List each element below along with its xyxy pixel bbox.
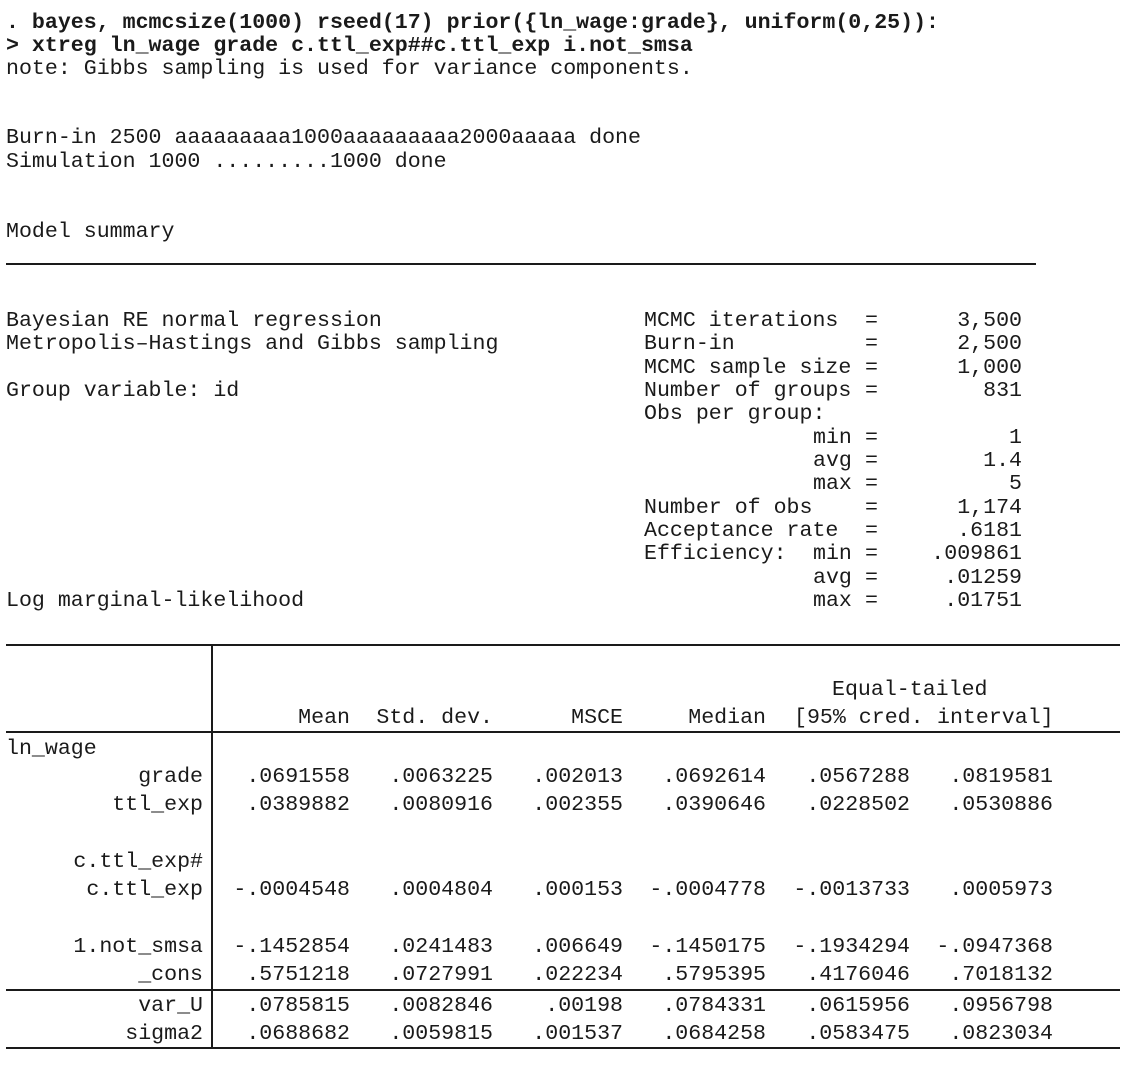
stat-label: Number of obs [644,496,813,520]
cell-median: .0684258 [662,1022,766,1046]
cell-ci-upper: -.0947368 [936,935,1053,959]
model-name: Bayesian RE normal regression [6,309,382,333]
cell-ci-upper: .7018132 [949,963,1053,987]
stat-value: .01751 [944,589,1022,613]
interaction-label: c.ttl_exp# [73,850,203,874]
sampler-name: Metropolis–Hastings and Gibbs sampling [6,332,499,356]
stat-label: Obs per group: [644,402,826,426]
stat-value: 831 [983,379,1022,403]
simulation-progress: Simulation 1000 .........1000 done [6,150,447,174]
stat-eq: = [865,496,878,520]
cell-ci-lower: -.1934294 [793,935,910,959]
cell-ci-upper: .0819581 [949,765,1053,789]
cell-stddev: .0063225 [389,765,493,789]
stat-label: Acceptance rate [644,519,839,543]
stat-value: 1.4 [983,449,1022,473]
stat-eq: = [865,332,878,356]
cell-median: -.0004778 [649,878,766,902]
cell-stddev: .0059815 [389,1022,493,1046]
stat-eq: = [865,379,878,403]
row-label: 1.not_smsa [73,935,203,959]
stat-value: .01259 [944,566,1022,590]
cell-stddev: .0727991 [389,963,493,987]
table-variance-rule [6,989,1120,991]
summary-divider [6,263,1036,265]
cell-stddev: .0080916 [389,793,493,817]
stat-value: .009861 [931,542,1022,566]
cell-mean: .0688682 [246,1022,350,1046]
cell-ci-lower: .0228502 [806,793,910,817]
cell-ci-lower: .0567288 [806,765,910,789]
equal-tailed-header: Equal-tailed [832,678,988,702]
stat-eq: = [865,542,878,566]
stat-eq: = [865,309,878,333]
stat-value: 1 [1009,426,1022,450]
cell-median: -.1450175 [649,935,766,959]
stat-label: Burn-in [644,332,735,356]
stat-label: max [813,472,852,496]
stat-label: avg [813,449,852,473]
cell-ci-lower: .4176046 [806,963,910,987]
stat-eq: = [865,356,878,380]
stat-value: 1,174 [957,496,1022,520]
model-summary-title: Model summary [6,220,175,244]
row-label: var_U [138,994,203,1018]
cell-msce: .000153 [532,878,623,902]
cell-msce: .022234 [532,963,623,987]
cell-msce: .00198 [545,994,623,1018]
row-label: sigma2 [125,1022,203,1046]
command-line-2: > xtreg ln_wage grade c.ttl_exp##c.ttl_exp i.not_smsa [6,34,693,58]
col-header-median: Median [688,706,766,730]
cell-mean: .5751218 [246,963,350,987]
col-header-ci-lower: [95% cred. [794,706,924,730]
cell-mean: -.1452854 [233,935,350,959]
cell-msce: .002013 [532,765,623,789]
log-marginal-likelihood-label: Log marginal-likelihood [6,589,305,613]
cell-ci-lower: .0583475 [806,1022,910,1046]
stat-value: .6181 [957,519,1022,543]
command-line-1: . bayes, mcmcsize(1000) rseed(17) prior({ln_wage:grade}, uniform(0,25)): [6,11,940,35]
burnin-progress: Burn-in 2500 aaaaaaaaa1000aaaaaaaaa2000aaaaa done [6,126,641,150]
stat-eq: = [865,449,878,473]
cell-ci-upper: .0530886 [949,793,1053,817]
cell-median: .0692614 [662,765,766,789]
stat-eq: = [865,472,878,496]
cell-median: .0784331 [662,994,766,1018]
col-header-mean: Mean [298,706,350,730]
table-vertical-rule [211,645,213,1048]
table-bottom-rule [6,1047,1120,1049]
cell-msce: .006649 [532,935,623,959]
stat-eq: = [865,519,878,543]
stat-value: 5 [1009,472,1022,496]
equation-label: ln_wage [6,737,97,761]
cell-mean: .0785815 [246,994,350,1018]
cell-median: .0390646 [662,793,766,817]
stat-eq: = [865,426,878,450]
stat-eq: = [865,589,878,613]
cell-ci-upper: .0823034 [949,1022,1053,1046]
stat-label: MCMC iterations [644,309,839,333]
stat-label: max [813,589,852,613]
table-header-rule [6,731,1120,733]
row-label: grade [138,765,203,789]
table-top-rule [6,644,1120,646]
cell-stddev: .0082846 [389,994,493,1018]
cell-ci-lower: .0615956 [806,994,910,1018]
row-label: _cons [138,963,203,987]
row-label: ttl_exp [112,793,203,817]
stat-label: MCMC sample size [644,356,852,380]
cell-msce: .001537 [532,1022,623,1046]
cell-stddev: .0241483 [389,935,493,959]
cell-mean: .0389882 [246,793,350,817]
stat-value: 3,500 [957,309,1022,333]
note-text: note: Gibbs sampling is used for variance components. [6,57,693,81]
stat-label: min [813,426,852,450]
row-label: c.ttl_exp [86,878,203,902]
cell-ci-upper: .0005973 [949,878,1053,902]
col-header-ci-upper: interval] [937,706,1054,730]
cell-ci-upper: .0956798 [949,994,1053,1018]
col-header-msce: MSCE [571,706,623,730]
stat-label: avg [813,566,852,590]
cell-mean: .0691558 [246,765,350,789]
stat-label: Efficiency: [644,542,787,566]
stat-value: 2,500 [957,332,1022,356]
col-header-stddev: Std. dev. [376,706,493,730]
group-variable: Group variable: id [6,379,240,403]
stat-sublabel: min [813,542,852,566]
stat-eq: = [865,566,878,590]
cell-ci-lower: -.0013733 [793,878,910,902]
stat-value: 1,000 [957,356,1022,380]
stat-label: Number of groups [644,379,852,403]
cell-msce: .002355 [532,793,623,817]
cell-mean: -.0004548 [233,878,350,902]
cell-median: .5795395 [662,963,766,987]
cell-stddev: .0004804 [389,878,493,902]
